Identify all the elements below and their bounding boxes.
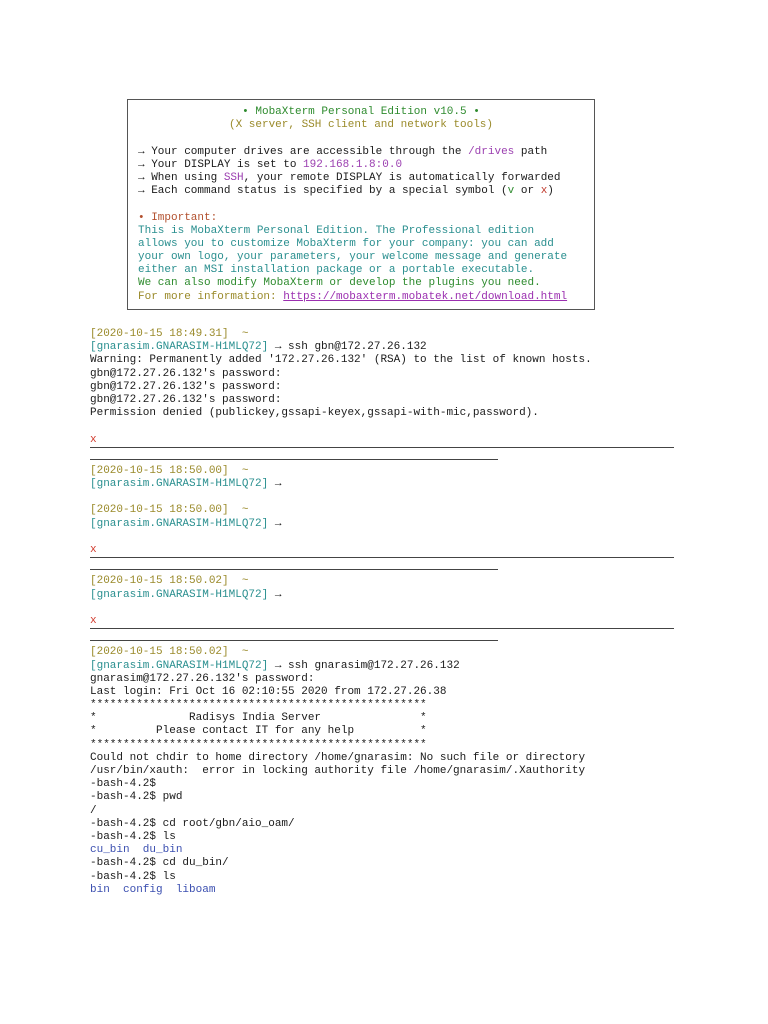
info-line: either an MSI installation package or a portable executable. (138, 264, 535, 277)
timestamp: [2020-10-15 18:50.00] ~ (90, 504, 249, 517)
shell-line: -bash-4.2$ cd root/gbn/aio_oam/ (90, 817, 295, 830)
welcome-banner (127, 99, 595, 310)
command-text: → ssh gbn@172.27.26.132 (268, 341, 427, 354)
timestamp: [2020-10-15 18:50.02] ~ (90, 575, 249, 588)
shell-line: -bash-4.2$ ls (90, 830, 176, 843)
banner-line-ssh: → When using SSH, your remote DISPLAY is automatically forwarded (138, 171, 561, 184)
command-text: → (268, 588, 282, 601)
timestamp: [2020-10-15 18:50.00] ~ (90, 464, 249, 477)
info-line: allows you to customize MobaXterm for your company: you can add (138, 237, 554, 250)
timestamp: [2020-10-15 18:50.02] ~ (90, 646, 249, 659)
important-heading: • Important: (138, 211, 218, 224)
motd-line: * Radisys India Server * (90, 712, 427, 725)
output-line: Warning: Permanently added '172.27.26.132' (RSA) to the list of known hosts. (90, 354, 592, 367)
prompt-host: [gnarasim.GNARASIM-H1MLQ72] (90, 517, 269, 530)
more-info-line: For more information: https://mobaxterm.mobatek.net/download.html (138, 290, 568, 303)
success-symbol: v (507, 185, 515, 198)
output-line: / (90, 804, 97, 817)
info-line: your own logo, your parameters, your welcome message and generate (138, 251, 568, 264)
motd-line: * Please contact IT for any help * (90, 725, 427, 738)
status-fail-mark: x (90, 614, 97, 627)
prompt-line (90, 660, 680, 673)
prompt-host: [gnarasim.GNARASIM-H1MLQ72] (90, 659, 269, 672)
output-line: gbn@172.27.26.132's password: (90, 393, 282, 406)
shell-line: -bash-4.2$ ls (90, 870, 176, 883)
prompt-host: [gnarasim.GNARASIM-H1MLQ72] (90, 478, 269, 491)
info-line: This is MobaXterm Personal Edition. The Professional edition (138, 224, 535, 237)
output-line: Permission denied (publickey,gssapi-keyex,gssapi-with-mic,password). (90, 407, 539, 420)
banner-subtitle: (X server, SSH client and network tools) (228, 119, 494, 132)
drives-path: /drives (468, 145, 515, 158)
ssh-word: SSH (223, 171, 244, 184)
command-text: → (268, 478, 282, 491)
command-text: → (268, 517, 282, 530)
info-line: We can also modify MobaXterm or develop the plugins you need. (138, 277, 541, 290)
banner-line-display: → Your DISPLAY is set to 192.168.1.8:0.0 (138, 158, 403, 171)
prompt-line (90, 589, 680, 602)
banner-title: • MobaXterm Personal Edition v10.5 • (242, 106, 480, 118)
motd-line: *************************************************** (90, 738, 427, 751)
banner-line-status: → Each command status is specified by a special symbol (v or x) (138, 185, 554, 198)
shell-line: -bash-4.2$ cd du_bin/ (90, 857, 229, 870)
separator (90, 628, 680, 641)
output-line: /usr/bin/xauth: error in locking authority file /home/gnarasim/.Xauthority (90, 765, 586, 777)
prompt-host: [gnarasim.GNARASIM-H1MLQ72] (90, 588, 269, 601)
shell-line: -bash-4.2$ pwd (90, 791, 183, 804)
banner-line-drives: → Your computer drives are accessible through the /drives path (138, 145, 548, 158)
motd-line: *************************************************** (90, 699, 427, 712)
status-fail-mark: x (90, 433, 97, 446)
output-line: gbn@172.27.26.132's password: (90, 367, 282, 380)
output-line: Could not chdir to home directory /home/gnarasim: No such file or directory (90, 751, 586, 764)
separator (90, 447, 680, 460)
output-line: gnarasim@172.27.26.132's password: (90, 672, 315, 685)
timestamp: [2020-10-15 18:49.31] ~ (90, 328, 249, 340)
status-fail-mark: x (90, 544, 97, 556)
output-line: Last login: Fri Oct 16 02:10:55 2020 from 172.27.26.38 (90, 685, 447, 698)
shell-line: -bash-4.2$ (90, 778, 157, 791)
output-line: gbn@172.27.26.132's password: (90, 380, 282, 393)
separator (90, 557, 680, 570)
download-link[interactable]: https://mobaxterm.mobatek.net/download.html (283, 290, 568, 303)
fail-symbol: x (540, 185, 548, 198)
dir-listing: bin config liboam (90, 883, 216, 896)
prompt-line (90, 518, 680, 531)
prompt-line (90, 341, 680, 354)
dir-listing: cu_bin du_bin (90, 844, 183, 857)
display-value: 192.168.1.8:0.0 (303, 158, 403, 171)
prompt-host: [gnarasim.GNARASIM-H1MLQ72] (90, 341, 269, 354)
command-text: → ssh gnarasim@172.27.26.132 (268, 659, 460, 672)
prompt-line (90, 478, 680, 491)
terminal-output (90, 328, 680, 897)
